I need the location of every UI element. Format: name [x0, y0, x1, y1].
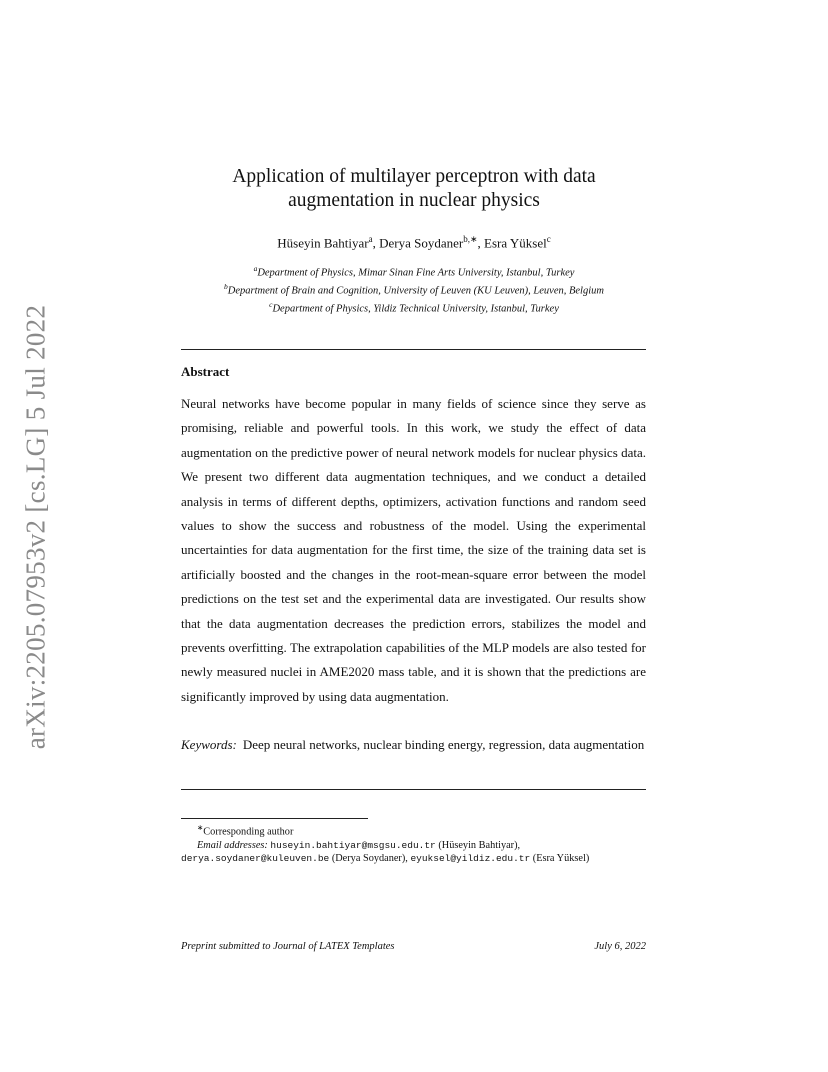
abstract-top-rule — [181, 349, 646, 350]
email-owner: (Derya Soydaner), — [331, 853, 408, 865]
email-line-2 — [181, 852, 646, 866]
abstract-text: Neural networks have become popular in many fields of science since they serve as promising, reliable and powerful tools. In this work, we study the effect of data augmentation on the predictive power of neural network models for nuclear physics data. We present two different data augmentation techniques, and we conduct a detailed analysis in terms of different depths, optimizers, activation functions and random seed values to show the success and robustness of the model. Using the experimental uncertainties for data augmentation for the first time, the size of the training data set is artificially boosted and the changes in the root-mean-square error between the model predictions on the test set and the experimental data are investigated. Our results show that the data augmentation decreases the prediction errors, stabilizes the model and prevents overfitting. The extrapolation capabilities of the MLP models are also tested for newly measured nuclei in AME2020 mass table, and it is shown that the predictions are significantly improved by using data augmentation. — [181, 396, 646, 704]
footer-journal-note: Preprint submitted to Journal of LATEX Templates — [181, 941, 395, 952]
affiliation-item — [180, 262, 648, 280]
author-affiliation-mark: c — [546, 234, 551, 244]
affiliation-item — [180, 280, 648, 298]
footer-date: July 6, 2022 — [594, 941, 646, 952]
affiliation-mark: b — [224, 282, 228, 291]
corresponding-author-note — [181, 821, 646, 839]
keywords-label: Keywords: — [181, 737, 237, 752]
author-affiliation-mark: a — [368, 234, 373, 244]
affiliation-list — [180, 262, 648, 316]
email-link-soydaner[interactable]: derya.soydaner@kuleuven.be — [181, 853, 330, 865]
email-label: Email addresses: — [197, 839, 268, 851]
footnote-rule — [181, 818, 368, 819]
corresponding-mark: ∗ — [197, 823, 204, 832]
email-owner: (Esra Yüksel) — [532, 853, 590, 865]
email-line-1 — [181, 839, 646, 853]
author-affiliation-mark: b,∗ — [463, 234, 478, 244]
affiliation-text: Department of Physics, Mimar Sinan Fine Arts University, Istanbul, Turkey — [257, 267, 575, 279]
arxiv-identifier-text: arXiv:2205.07953v2 [cs.LG] 5 Jul 2022 — [20, 304, 51, 750]
paper-title-line-1: Application of multilayer perceptron with data — [232, 166, 596, 187]
affiliation-item — [180, 298, 648, 316]
footnotes — [181, 821, 646, 866]
page-footer — [181, 941, 646, 952]
paper-title-line-2: augmentation in nuclear physics — [288, 190, 540, 211]
author-name: Hüseyin Bahtiyar — [277, 235, 369, 251]
arxiv-identifier-stamp — [14, 302, 58, 752]
email-owner: (Hüseyin Bahtiyar), — [438, 839, 521, 851]
author-name: Esra Yüksel — [484, 235, 547, 251]
email-link-yuksel[interactable]: eyuksel@yildiz.edu.tr — [410, 853, 531, 865]
keywords — [181, 733, 646, 757]
author-name: Derya Soydaner — [379, 235, 464, 251]
paper-title — [180, 165, 648, 213]
author-list — [180, 234, 648, 251]
keywords-text: Deep neural networks, nuclear binding energy, regression, data augmentation — [242, 737, 645, 752]
abstract-bottom-rule — [181, 789, 646, 790]
author-separator: , — [372, 235, 380, 251]
abstract-heading: Abstract — [181, 364, 230, 379]
affiliation-text: Department of Physics, Yildiz Technical University, Istanbul, Turkey — [272, 303, 559, 315]
author-separator: , — [477, 235, 485, 251]
email-link-bahtiyar[interactable]: huseyin.bahtiyar@msgsu.edu.tr — [270, 839, 436, 851]
affiliation-mark: a — [253, 264, 258, 273]
corresponding-author-text: Corresponding author — [203, 826, 294, 838]
affiliation-text: Department of Brain and Cognition, University of Leuven (KU Leuven), Leuven, Belgium — [227, 285, 604, 297]
affiliation-mark: c — [269, 300, 273, 309]
